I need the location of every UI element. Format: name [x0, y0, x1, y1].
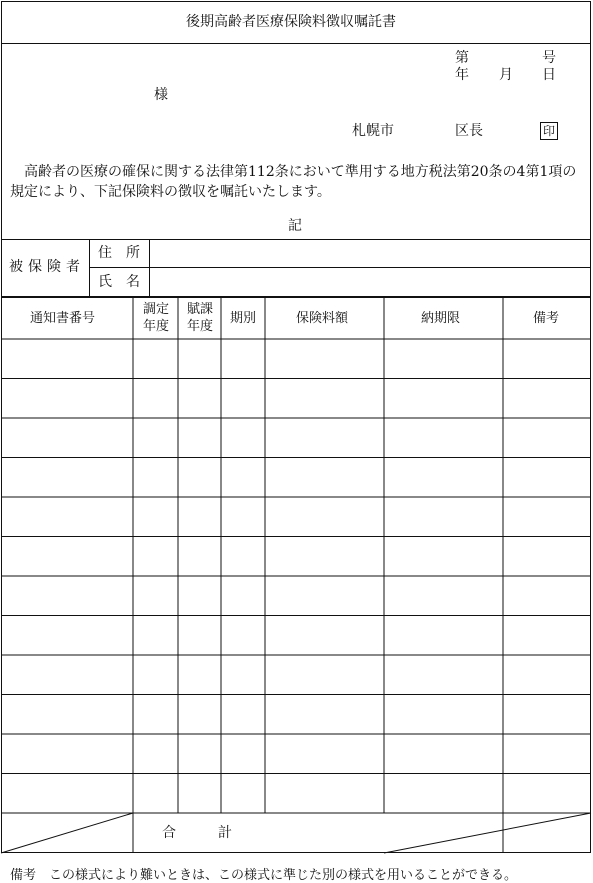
total-left-diagonal: [1, 813, 133, 853]
city-label: 札幌市: [352, 123, 394, 139]
address-label: 住 所: [98, 245, 140, 261]
header-premium-amount: 保険料額: [296, 311, 349, 326]
footnote: 備考 この様式により難いときは、この様式に準じた別の様式を用いることができる。: [10, 868, 518, 883]
total-label: 合 計: [162, 825, 232, 841]
ward-head-label: 区長: [455, 123, 483, 139]
year-label: 年: [455, 67, 469, 83]
addressee-suffix: 様: [154, 87, 168, 103]
number-suffix: 号: [542, 50, 556, 66]
seal-box: 印: [540, 122, 558, 140]
header-due-date: 納期限: [421, 311, 461, 326]
insured-label: 被保険者: [9, 259, 85, 275]
ki-label: 記: [288, 218, 302, 234]
name-label: 氏 名: [98, 274, 140, 290]
header-levy-year: 賦課年度: [186, 302, 213, 334]
header-notice-number: 通知書番号: [30, 311, 96, 326]
month-label: 月: [499, 67, 513, 83]
form-title: 後期高齢者医療保険料徴収嘱託書: [186, 14, 396, 30]
header-assessment-year: 調定年度: [142, 302, 169, 334]
body-text: 高齢者の医療の確保に関する法律第112条において準用する地方税法第20条の4第1項の規定により、下記保険料の徴収を嘱託いたします。: [10, 164, 577, 200]
header-remarks: 備考: [533, 311, 560, 326]
number-prefix: 第: [455, 50, 469, 66]
day-label: 日: [542, 67, 556, 83]
total-right-diagonal: [384, 813, 591, 853]
header-period: 期別: [230, 311, 257, 326]
